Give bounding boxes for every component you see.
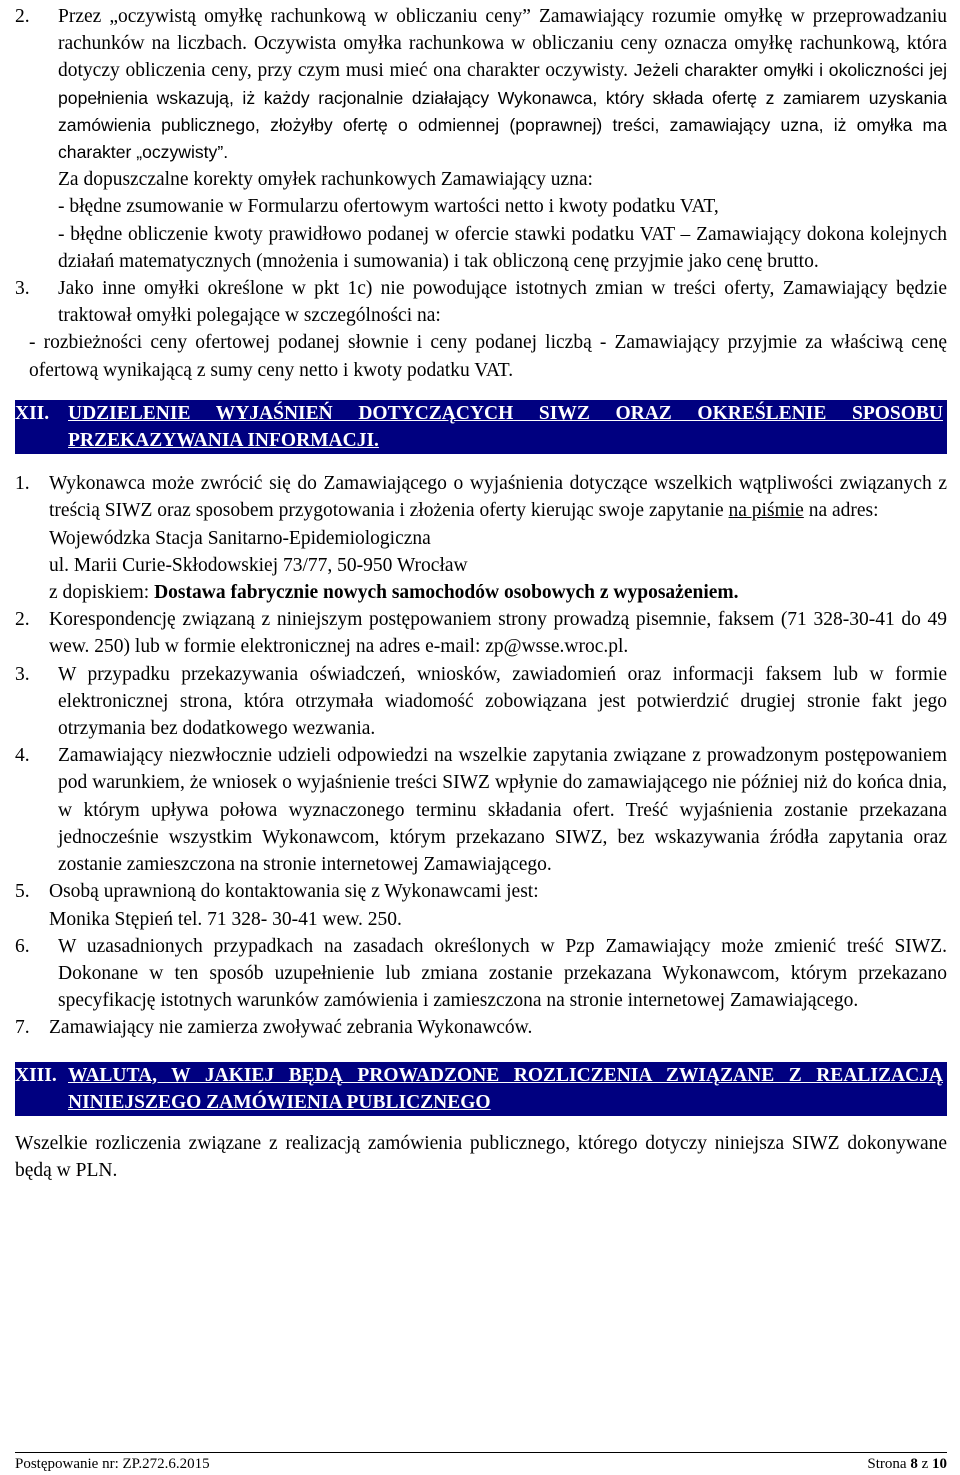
- item-number: 3.: [15, 278, 30, 300]
- item-text: Osobą uprawnioną do kontaktowania się z Wykonawcami jest:: [49, 881, 539, 903]
- list-item-3: [15, 275, 947, 384]
- item-number: 4.: [15, 745, 30, 767]
- item-text: W przypadku przekazywania oświadczeń, wniosków, zawiadomień oraz informacji faksem lub w formie elektronicznej strona, która otrzymała wiadomość zobowiązana jest potwierdzić drugiej stronie fakt jego otrzymania bez dodatkowego wezwania.: [58, 663, 947, 740]
- heading-number: XIII.: [15, 1064, 57, 1086]
- item-text: Zamawiający nie zamierza zwoływać zebrania Wykonawców.: [49, 1017, 533, 1039]
- item-number: 6.: [15, 935, 30, 957]
- item-text: Jako inne omyłki określone w pkt 1c) nie powodujące istotnych zmian w treści oferty, Zamawiający będzie traktował omyłki polegające w szczególności na:: [58, 278, 947, 327]
- document-page: [15, 3, 947, 1184]
- list-item-xii-6: [15, 933, 947, 1015]
- list-item-xii-5: [15, 878, 947, 932]
- list-item-xii-2: [15, 606, 947, 660]
- address-line-2: ul. Marii Curie-Skłodowskiej 73/77, 50-950 Wrocław: [49, 554, 468, 576]
- item-text-sans: Jeżeli charakter omyłki i okoliczności jej popełnienia wskazują, iż każdy racjonalnie działający Wykonawca, który składa ofertę z zamiarem uzyskania zamówienia publicznego, złożyłby ofertę o odmiennej (poprawnej) treści, zamawiający uzna, iż omyłka ma charakter „oczywisty”.: [58, 60, 947, 163]
- footer-page-number: [867, 1455, 947, 1473]
- page-footer: [15, 1452, 947, 1472]
- list-item-xii-3: [15, 661, 947, 743]
- item-text: W uzasadnionych przypadkach na zasadach określonych w Pzp Zamawiający może zmienić treść SIWZ. Dokonane w ten sposób uzupełnienie lub zmiana zostanie przekazana Wykonawcom, którym przekazano specyfikację istotnych warunków zamówienia i zamieszczona na stronie internetowej Zamawiającego.: [58, 935, 947, 1012]
- footer-page-prefix: Strona: [867, 1456, 911, 1472]
- item-text: Korespondencję związaną z niniejszym postępowaniem strony prowadzą pisemnie, faksem (71 328-30-41 do 49 wew. 250) lub w formie elektronicznej na adres e-mail: zp@wsse.wroc.pl.: [49, 609, 947, 658]
- corrections-intro: Za dopuszczalne korekty omyłek rachunkowych Zamawiający uzna:: [58, 169, 593, 191]
- correction-2: - błędne obliczenie kwoty prawidłowo podanej w ofercie stawki podatku VAT – Zamawiający dokona kolejnych działań matematycznych (mnożenia i sumowania) i tak obliczoną cenę przyjmie jako cenę brutto.: [58, 223, 947, 272]
- note-prefix: z dopiskiem:: [49, 582, 155, 604]
- currency-paragraph: Wszelkie rozliczenia związane z realizacją zamówienia publicznego, którego dotyczy niniejsza SIWZ dokonywane będą w PLN.: [15, 1132, 947, 1182]
- item-number: 2.: [15, 609, 30, 631]
- section-heading-xii: [15, 400, 947, 454]
- heading-text: UDZIELENIE WYJAŚNIEŃ DOTYCZĄCYCH SIWZ ORAZ OKREŚLENIE SPOSOBU PRZEKAZYWANIA INFORMACJI.: [68, 402, 943, 452]
- item-number: 5.: [15, 881, 30, 903]
- item-text-underlined: na piśmie: [728, 500, 804, 522]
- footer-case-number: Postępowanie nr: ZP.272.6.2015: [15, 1456, 210, 1472]
- footer-total-pages: 10: [932, 1456, 947, 1472]
- heading-number: XII.: [15, 402, 50, 424]
- note-bold: Dostawa fabrycznie nowych samochodów osobowych z wyposażeniem.: [154, 582, 739, 604]
- item-number: 3.: [15, 663, 30, 685]
- heading-text: WALUTA, W JAKIEJ BĘDĄ PROWADZONE ROZLICZENIA ZWIĄZANE Z REALIZACJĄ NINIEJSZEGO ZAMÓWIENIA PUBLICZNEGO: [68, 1064, 943, 1113]
- address-line-1: Wojewódzka Stacja Sanitarno-Epidemiologiczna: [49, 527, 431, 549]
- footer-page-mid: z: [917, 1456, 932, 1472]
- item-number: 1.: [15, 473, 30, 495]
- item-text-end: na adres:: [803, 500, 879, 522]
- contact-person: Monika Stępień tel. 71 328- 30-41 wew. 250.: [49, 908, 402, 930]
- list-item-xii-1: [15, 470, 947, 606]
- item-text: Zamawiający niezwłocznie udzieli odpowiedzi na wszelkie zapytania związane z prowadzonym postępowaniem pod warunkiem, że wniosek o wyjaśnienie treści SIWZ wpłynie do zamawiającego nie później niż do końca dnia, w którym upływa połowa wyznaczonego terminu składania ofert. Treść wyjaśnienia zostanie przekazana jednocześnie wszystkim Wykonawcom, którym przekazano SIWZ, bez wskazywania źródła zapytania oraz zostanie zamieszczona na stronie internetowej Zamawiającego.: [58, 745, 947, 876]
- list-item-xii-4: [15, 742, 947, 878]
- correction-1: - błędne zsumowanie w Formularzu ofertowym wartości netto i kwoty podatku VAT,: [58, 196, 719, 218]
- list-item-2: [15, 3, 947, 275]
- item-text: Wykonawca może zwrócić się do Zamawiającego o wyjaśnienia dotyczące wszelkich wątpliwości związanych z treścią SIWZ oraz sposobem przygotowania i złożenia oferty kierując swoje zapytanie: [49, 473, 947, 522]
- item-subtext: - rozbieżności ceny ofertowej podanej słownie i ceny podanej liczbą - Zamawiający przyjmie za właściwą cenę ofertową wynikającą z sumy ceny netto i kwoty podatku VAT.: [29, 332, 947, 381]
- item-number: 2.: [15, 6, 30, 27]
- item-number: 7.: [15, 1017, 30, 1039]
- section-heading-xiii: [15, 1062, 947, 1116]
- list-item-xii-7: [15, 1014, 947, 1041]
- footer-current-page: 8: [910, 1456, 918, 1472]
- item-text: Przez „oczywistą omyłkę rachunkową w obliczaniu ceny” Zamawiający rozumie omyłkę w przeprowadzaniu rachunków na liczbach. Oczywista omyłka rachunkowa w obliczaniu ceny oznacza omyłkę rachunkową, która dotyczy obliczenia ceny, przy czym musi mieć ona charakter oczywisty.: [58, 6, 947, 82]
